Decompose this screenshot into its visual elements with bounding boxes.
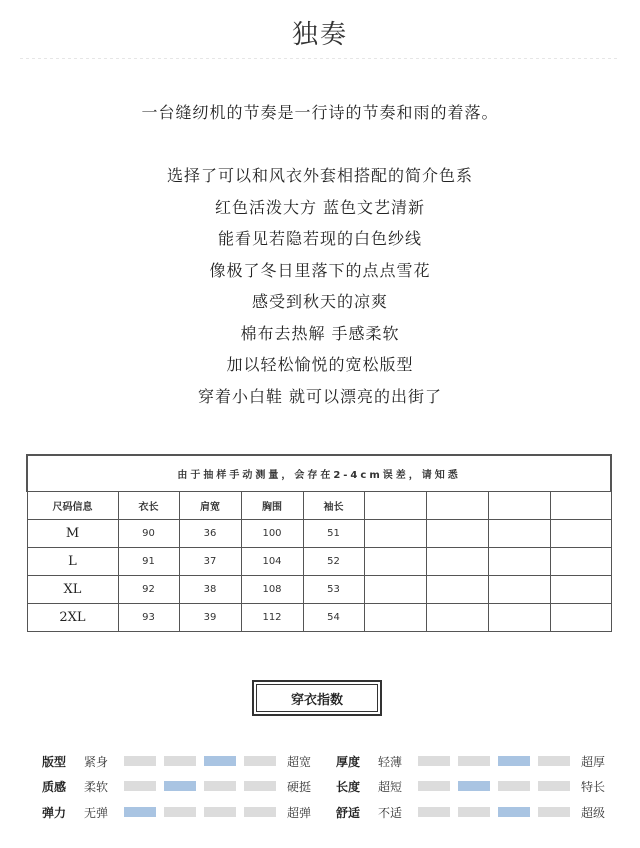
empty-cell <box>364 604 426 632</box>
column-header <box>426 492 488 520</box>
table-row <box>27 520 611 548</box>
table-row <box>27 576 611 604</box>
empty-cell <box>488 520 550 548</box>
index-row-thickness <box>336 753 605 769</box>
column-header: 尺码信息 <box>27 492 118 520</box>
lead-sentence: 一台缝纫机的节奏是一行诗的节奏和雨的着落。 <box>141 103 499 122</box>
page-title: 独奏 <box>291 20 348 50</box>
shoulder-cell: 36 <box>179 520 241 548</box>
index-bar <box>244 807 276 817</box>
index-min-label: 超短 <box>378 779 403 794</box>
empty-cell <box>550 548 611 576</box>
table-row <box>27 548 611 576</box>
index-label: 弹力 <box>42 805 67 820</box>
poem-line: 加以轻松愉悦的宽松版型 <box>226 355 414 374</box>
column-header: 胸围 <box>241 492 303 520</box>
length-cell: 91 <box>118 548 179 576</box>
shoulder-cell: 37 <box>179 548 241 576</box>
length-cell: 90 <box>118 520 179 548</box>
index-bar <box>124 781 156 791</box>
index-row-length <box>336 778 605 794</box>
index-max-label: 超宽 <box>287 754 312 769</box>
column-header: 袖长 <box>303 492 364 520</box>
index-max-label: 硬挺 <box>287 779 312 794</box>
title-divider <box>20 58 620 59</box>
index-scale <box>418 756 578 766</box>
poem-line: 感受到秋天的凉爽 <box>251 292 388 311</box>
table-header-row <box>27 492 611 520</box>
size-cell: M <box>27 520 118 548</box>
index-bar <box>204 781 236 791</box>
empty-cell <box>364 576 426 604</box>
column-header: 肩宽 <box>179 492 241 520</box>
size-cell: 2XL <box>27 604 118 632</box>
index-min-label: 紧身 <box>84 754 109 769</box>
index-bar-active <box>164 781 196 791</box>
empty-cell <box>488 604 550 632</box>
index-min-label: 不适 <box>378 805 403 820</box>
index-bar <box>498 781 530 791</box>
empty-cell <box>426 576 488 604</box>
shoulder-cell: 39 <box>179 604 241 632</box>
index-scale <box>124 756 284 766</box>
chest-cell: 108 <box>241 576 303 604</box>
index-max-label: 特长 <box>581 779 606 794</box>
empty-cell <box>364 520 426 548</box>
index-scale <box>418 781 578 791</box>
index-row-elasticity <box>42 804 311 820</box>
wear-index-title-box <box>252 680 382 716</box>
index-bar <box>418 756 450 766</box>
index-bar <box>244 781 276 791</box>
length-cell: 92 <box>118 576 179 604</box>
index-bar-active <box>498 807 530 817</box>
index-bar <box>164 756 196 766</box>
column-header: 衣长 <box>118 492 179 520</box>
index-scale <box>124 807 284 817</box>
sleeve-cell: 51 <box>303 520 364 548</box>
index-max-label: 超弹 <box>287 805 312 820</box>
measurement-notice: 由于抽样手动测量，会存在2-4cm误差，请知悉 <box>27 455 611 492</box>
index-min-label: 柔软 <box>84 779 109 794</box>
empty-cell <box>488 576 550 604</box>
index-row-texture <box>42 778 311 794</box>
index-bar <box>204 807 236 817</box>
index-bar <box>538 756 570 766</box>
length-cell: 93 <box>118 604 179 632</box>
index-row-fit <box>42 753 311 769</box>
index-bar-active <box>124 807 156 817</box>
index-bar <box>244 756 276 766</box>
poem-line: 穿着小白鞋 就可以漂亮的出街了 <box>197 386 443 406</box>
column-header <box>364 492 426 520</box>
poem-line: 像极了冬日里落下的点点雪花 <box>209 260 431 280</box>
chest-cell: 112 <box>241 604 303 632</box>
index-bar <box>418 781 450 791</box>
column-header <box>550 492 611 520</box>
empty-cell <box>550 520 611 548</box>
wear-index-title: 穿衣指数 <box>256 684 378 712</box>
empty-cell <box>426 604 488 632</box>
index-label: 长度 <box>336 779 361 794</box>
poem-line: 能看见若隐若现的白色纱线 <box>217 229 422 248</box>
chest-cell: 100 <box>241 520 303 548</box>
index-max-label: 超厚 <box>581 754 606 769</box>
index-bar <box>538 807 570 817</box>
index-bar <box>458 807 490 817</box>
index-label: 质感 <box>42 779 67 794</box>
index-bar-active <box>458 781 490 791</box>
empty-cell <box>426 520 488 548</box>
index-min-label: 轻薄 <box>378 754 403 769</box>
sleeve-cell: 54 <box>303 604 364 632</box>
index-bar-active <box>498 756 530 766</box>
index-bar <box>164 807 196 817</box>
poem-block <box>0 160 640 412</box>
size-cell: XL <box>27 576 118 604</box>
index-bar <box>538 781 570 791</box>
poem-line: 选择了可以和风衣外套相搭配的简介色系 <box>166 166 473 185</box>
poem-line: 红色活泼大方 蓝色文艺清新 <box>214 197 426 217</box>
poem-line: 棉布去热解 手感柔软 <box>240 323 400 343</box>
column-header <box>488 492 550 520</box>
empty-cell <box>550 576 611 604</box>
index-scale <box>418 807 578 817</box>
index-bar <box>458 756 490 766</box>
index-label: 厚度 <box>336 754 361 769</box>
index-bar-active <box>204 756 236 766</box>
index-label: 舒适 <box>336 805 361 820</box>
empty-cell <box>488 548 550 576</box>
size-table <box>26 454 612 632</box>
size-cell: L <box>27 548 118 576</box>
empty-cell <box>426 548 488 576</box>
sleeve-cell: 52 <box>303 548 364 576</box>
index-scale <box>124 781 284 791</box>
empty-cell <box>364 548 426 576</box>
index-max-label: 超级 <box>581 805 606 820</box>
table-row <box>27 604 611 632</box>
index-bar <box>124 756 156 766</box>
index-bar <box>418 807 450 817</box>
index-row-comfort <box>336 804 605 820</box>
index-label: 版型 <box>42 754 67 769</box>
chest-cell: 104 <box>241 548 303 576</box>
index-min-label: 无弹 <box>84 805 109 820</box>
empty-cell <box>550 604 611 632</box>
shoulder-cell: 38 <box>179 576 241 604</box>
sleeve-cell: 53 <box>303 576 364 604</box>
